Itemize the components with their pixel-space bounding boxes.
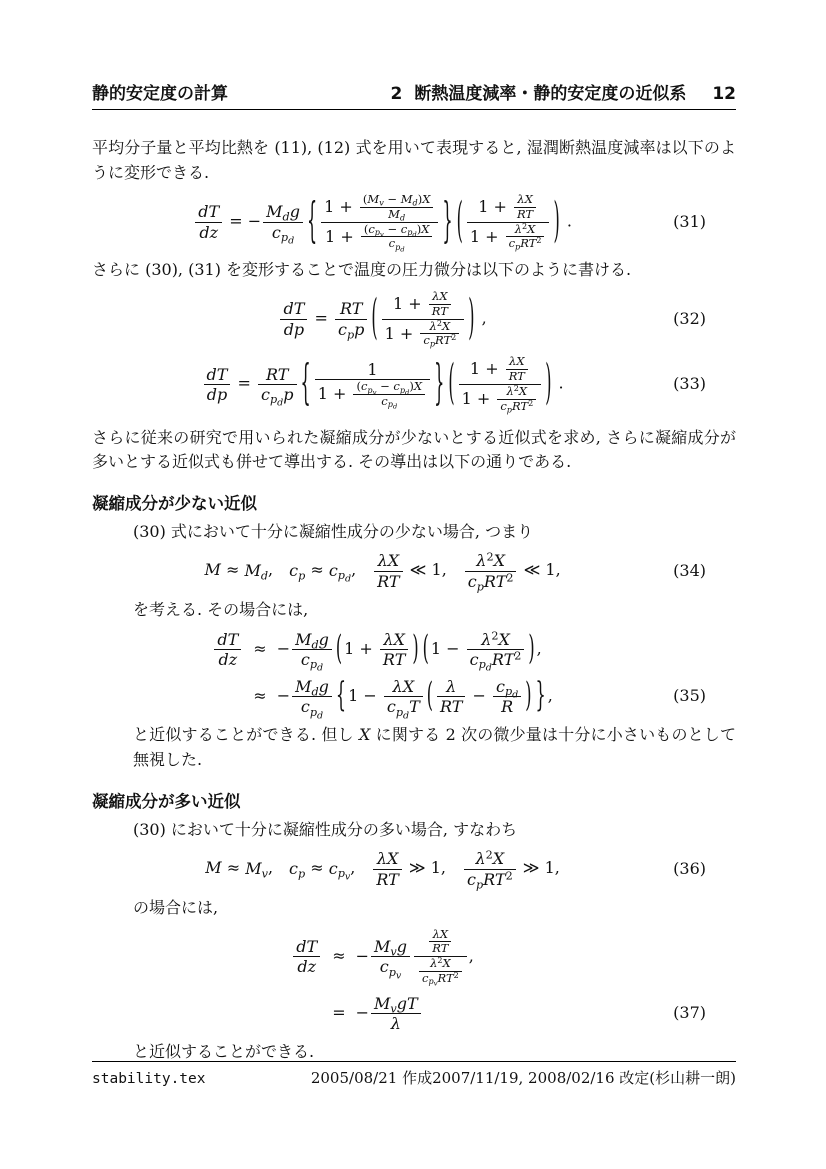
equation-36-body: $M \approx M_v$, $c_p \approx c_{p_v}$, $\frac{\lambda X}{RT}$ ≫ 1, $\lambda^2X$ $c_pRT^2$ ≫ 1, — [205, 848, 560, 891]
equation-35-relation-2: ≈ — [253, 686, 267, 706]
footer-rule — [92, 1061, 736, 1062]
page-footer — [92, 1056, 736, 1090]
equation-37 — [92, 928, 736, 1034]
footer-revision-dates: 2005/08/21 作成2007/11/19, 2008/02/16 改定(杉山耕一朗) — [310, 1069, 736, 1087]
equation-37-rhs-2: − $M_vgT$ λ — [356, 994, 423, 1033]
header-page-number: 12 — [712, 84, 736, 104]
equation-34-number: (34) — [673, 560, 706, 580]
equation-32-number: (32) — [673, 308, 706, 328]
equation-36-number: (36) — [673, 858, 706, 878]
paragraph-approximation-intro: さらに従来の研究で用いられた凝縮成分が少ないとする近似式を求め, さらに凝縮成分が多いとする近似式も併せて導出する. その導出は以下の通りである. — [92, 427, 736, 472]
paragraph-many-case: (30) において十分に凝縮性成分の多い場合, すなわち — [133, 819, 518, 839]
equation-31-body: $\frac{dT}{dz}$ = − $M_dg$ $c_{p_d}$ { 1 + $\frac{(M_v - M_d)X}{M_d}$ 1 + $(c_{p_v} - c_{p_d})X$ $c_{p_d}$ } ( 1 + $\frac{\lambda X}{RT}$ 1 + $\lambda^2X$ $c_pRT^2$ ) . — [193, 193, 572, 251]
equation-36 — [92, 848, 736, 891]
header-rule — [92, 109, 736, 110]
equation-37-number: (37) — [673, 1003, 706, 1023]
equation-35-number: (35) — [673, 686, 706, 706]
paragraph-pressure-derivative: さらに (30), (31) を変形することで温度の圧力微分は以下のように書ける. — [92, 260, 632, 280]
paragraph-consider-case: を考える. その場合には, — [133, 599, 309, 619]
header-section-title: 断熱温度減率・静的安定度の近似系 — [414, 84, 687, 104]
page-header — [92, 84, 736, 104]
equation-33-body: $\frac{dT}{dp}$ = RT $c_{p_d}p$ { 1 1 + $(c_{p_v} - c_{p_d})X$ $c_{p_d}$ } ( 1 + $\frac{\lambda X}{RT}$ 1 + $\lambda^2X$ $c_pRT^2$ ) . — [202, 355, 564, 413]
equation-34 — [92, 550, 736, 594]
equation-35-rhs-1: − $M_dg$ $c_{p_d}$ ( 1 + $\frac{\lambda X}{RT}$ ) ( 1 − $\lambda^2X$ $c_{p_d}RT^2$ ) , — [276, 627, 542, 674]
equation-35 — [92, 627, 736, 721]
equation-34-body: $M \approx M_d$, $c_p \approx c_{p_d}$, $\frac{\lambda X}{RT}$ ≪ 1, $\lambda^2X$ $c_pRT^2$ ≪ 1, — [204, 550, 561, 594]
paragraph-intro: 平均分子量と平均比熱を (11), (12) 式を用いて表現すると, 湿潤断熱温度減率は以下のように変形できる. — [92, 138, 736, 183]
equation-33 — [92, 355, 736, 413]
equation-31 — [92, 190, 736, 254]
equation-37-relation-2: = — [332, 1003, 346, 1023]
equation-37-relation-1: ≈ — [332, 946, 346, 966]
equation-32 — [92, 287, 736, 349]
equation-33-number: (33) — [673, 374, 706, 393]
paragraph-few-case: (30) 式において十分に凝縮性成分の少ない場合, つまり — [133, 521, 534, 541]
equation-37-lhs: $\frac{dT}{dz}$ — [291, 937, 322, 976]
paragraph-neglect-second-order: と近似することができる. 但し X に関する 2 次の微少量は十分に小さいものとして無視した. — [133, 725, 736, 770]
equation-32-body: $\frac{dT}{dp}$ = RT $c_pp$ ( 1 + $\frac{\lambda X}{RT}$ 1 + $\lambda^2X$ $c_pRT^2$ ) , — [278, 290, 486, 348]
equation-35-relation-1: ≈ — [253, 638, 267, 658]
header-left-title: 静的安定度の計算 — [92, 84, 228, 104]
equation-37-rhs-1: − $M_vg$ $c_{p_v}$ $\frac{\lambda X}{RT}$ $\lambda^2X$ $c_{p_v}RT^2$ , — [355, 926, 474, 989]
section-heading-many-condensate: 凝縮成分が多い近似 — [92, 792, 241, 811]
footer-filename: stability.tex — [92, 1071, 206, 1087]
paragraph-in-that-case: の場合には, — [133, 897, 219, 917]
paragraph-can-approximate: と近似することができる. — [133, 1042, 315, 1062]
section-heading-few-condensate: 凝縮成分が少ない近似 — [92, 494, 257, 514]
equation-35-lhs: $\frac{dT}{dz}$ — [212, 630, 243, 669]
header-section-number: 2 — [390, 84, 403, 104]
header-right — [390, 84, 736, 104]
equation-35-rhs-2: − $M_dg$ $c_{p_d}$ { 1 − λX $c_{p_d}T$ ( $\frac{\lambda}{RT}$ − $c_{p_d}$ R ) } , — [276, 674, 553, 721]
equation-31-number: (31) — [673, 211, 706, 231]
